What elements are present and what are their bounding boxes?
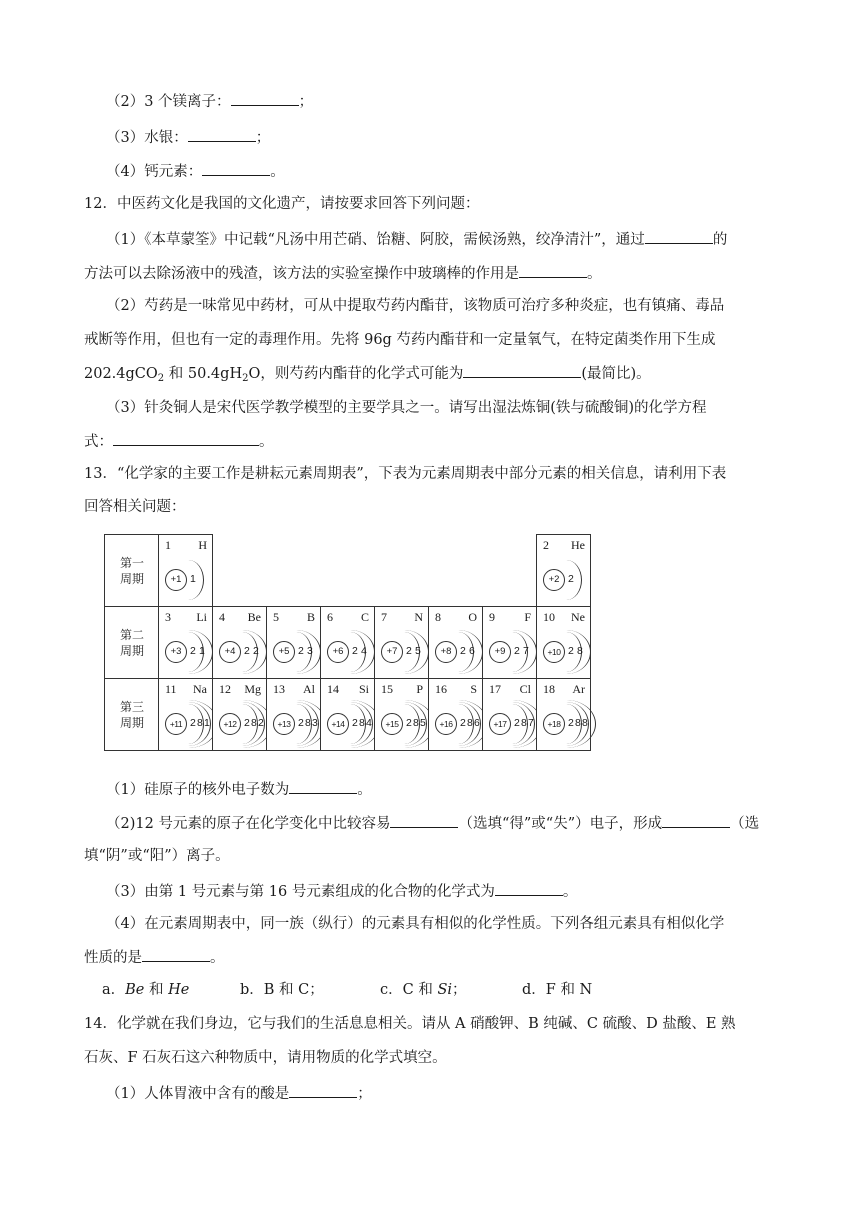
q12-part3-line2: 式： 。 — [84, 430, 274, 452]
electron-count: 8 — [521, 717, 527, 729]
option-a[interactable]: a．Be 和 He — [102, 982, 190, 998]
electron-count: 2 — [460, 645, 466, 657]
q12-part2-line2: 戒断等作用，但也有一定的毒理作用。先将 96g 芍药内酯苷和一定量氧气，在特定菌类作用下生成 — [84, 332, 716, 348]
electron-count: 8 — [305, 717, 311, 729]
period-label: 第一 周期 — [119, 556, 144, 586]
nucleus-charge: +5 — [273, 641, 295, 663]
nucleus-charge: +9 — [489, 641, 511, 663]
electron-count: 3 — [312, 717, 318, 729]
element-symbol: He — [571, 538, 585, 552]
element-symbol: Mg — [244, 682, 261, 696]
nucleus-charge: +8 — [435, 641, 457, 663]
nucleus-charge: +18 — [543, 713, 565, 735]
nucleus-charge: +13 — [273, 713, 295, 735]
option-d[interactable]: d．F 和 N — [522, 982, 593, 998]
element-cell-be — [212, 606, 267, 679]
element-symbol: Cl — [519, 682, 531, 696]
answer-blank[interactable] — [390, 812, 458, 828]
element-cell-o — [428, 606, 483, 679]
nucleus-charge: +1 — [165, 569, 187, 591]
element-symbol: H — [198, 538, 207, 552]
electron-count: 2 — [244, 645, 250, 657]
q14-stem-line1: 14．化学就在我们身边，它与我们的生活息息相关。请从 A 硝酸钾、B 纯碱、C 硫酸、D 盐酸、E 熟 — [84, 1016, 736, 1032]
answer-blank[interactable] — [188, 126, 256, 142]
electron-count: 8 — [251, 717, 257, 729]
answer-blank[interactable] — [202, 160, 270, 176]
nucleus-charge: +11 — [165, 713, 187, 735]
electron-count: 5 — [415, 645, 421, 657]
element-cell-c — [320, 606, 375, 679]
q13-stem-line2: 回答相关问题： — [84, 499, 186, 515]
electron-shell-arc — [164, 630, 213, 674]
electron-count: 1 — [204, 717, 210, 729]
nucleus-charge: +16 — [435, 713, 457, 735]
element-cell-na — [158, 678, 213, 751]
q12-stem: 12．中医药文化是我国的文化遗产，请按要求回答下列问题： — [84, 196, 480, 212]
element-cell-p — [374, 678, 429, 751]
electron-shell-arc — [542, 630, 591, 674]
electron-count: 2 — [406, 645, 412, 657]
atomic-number: 15 — [381, 682, 393, 696]
element-symbol: Ne — [571, 610, 585, 624]
electron-count: 4 — [361, 645, 367, 657]
q13-options — [102, 980, 592, 1000]
answer-blank[interactable] — [519, 262, 587, 278]
element-cell-ar — [536, 678, 591, 751]
period-label-cell — [104, 534, 159, 607]
electron-count: 2 — [190, 717, 196, 729]
period-label-cell — [104, 678, 159, 751]
q13-stem-line1: 13．“化学家的主要工作是耕耘元素周期表”，下表为元素周期表中部分元素的相关信息，请利用下表 — [84, 466, 727, 482]
electron-shell-arc — [380, 630, 429, 674]
element-symbol: P — [416, 682, 423, 696]
q13-part2-line1: （2)12 号元素的原子在化学变化中比较容易 （选填“得”或“失”）电子，形成 （选 — [106, 812, 759, 834]
atomic-number: 3 — [165, 610, 171, 624]
element-cell-s — [428, 678, 483, 751]
electron-count: 7 — [528, 717, 534, 729]
q12-part1-line1: （1）《本草蒙筌》中记载“凡汤中用芒硝、饴糖、阿胶，需候汤熟，绞净清汁”，通过 的 — [106, 228, 727, 250]
q13-part2-line2: 填“阴”或“阳”）离子。 — [84, 848, 230, 864]
electron-count: 8 — [467, 717, 473, 729]
element-symbol: F — [524, 610, 531, 624]
atomic-number: 8 — [435, 610, 441, 624]
electron-count: 1 — [199, 645, 205, 657]
atomic-number: 9 — [489, 610, 495, 624]
q14-stem-line2: 石灰、F 石灰石这六种物质中，请用物质的化学式填空。 — [84, 1050, 447, 1066]
element-cell-si — [320, 678, 375, 751]
nucleus-charge: +12 — [219, 713, 241, 735]
electron-shell-arc — [272, 630, 321, 674]
period-label-cell — [104, 606, 159, 679]
q11-item-4: （4）钙元素： 。 — [106, 160, 285, 182]
electron-count: 8 — [359, 717, 365, 729]
q12-part2-line3: 202.4gCO$_2$ 和 $50.4gH_2O$，则芍药内酯苷的化学式可能为 (最简比)。 — [84, 362, 651, 384]
element-symbol: Al — [303, 682, 315, 696]
element-cell-f — [482, 606, 537, 679]
atomic-number: 2 — [543, 538, 549, 552]
nucleus-charge: +14 — [327, 713, 349, 735]
electron-count: 2 — [190, 645, 196, 657]
atomic-number: 12 — [219, 682, 231, 696]
electron-shell-arc — [218, 630, 267, 674]
electron-count: 2 — [258, 717, 264, 729]
element-symbol: N — [414, 610, 423, 624]
electron-count: 7 — [523, 645, 529, 657]
electron-count: 6 — [469, 645, 475, 657]
atomic-number: 11 — [165, 682, 177, 696]
nucleus-charge: +17 — [489, 713, 511, 735]
nucleus-charge: +6 — [327, 641, 349, 663]
element-cell-n — [374, 606, 429, 679]
element-cell-ne — [536, 606, 591, 679]
electron-shell-arc — [488, 630, 537, 674]
element-symbol: Na — [193, 682, 207, 696]
nucleus-charge: +4 — [219, 641, 241, 663]
answer-blank[interactable] — [662, 812, 730, 828]
atomic-number: 1 — [165, 538, 171, 552]
electron-count: 6 — [474, 717, 480, 729]
element-cell-mg — [212, 678, 267, 751]
atomic-number: 10 — [543, 610, 555, 624]
option-c[interactable]: c．C 和 Si； — [380, 982, 467, 998]
electron-count: 1 — [190, 573, 196, 585]
element-symbol: C — [360, 610, 369, 624]
electron-count: 2 — [514, 717, 520, 729]
q13-part4-line1: （4）在元素周期表中，同一族（纵行）的元素具有相似的化学性质。下列各组元素具有相似化学 — [106, 916, 725, 932]
answer-blank[interactable] — [113, 430, 259, 446]
nucleus-charge: +10 — [543, 641, 565, 663]
atomic-number: 18 — [543, 682, 555, 696]
electron-count: 2 — [298, 645, 304, 657]
electron-count: 2 — [406, 717, 412, 729]
element-symbol: Ar — [572, 682, 585, 696]
q13-part3: （3）由第 1 号元素与第 16 号元素组成的化合物的化学式为 。 — [106, 880, 577, 902]
element-cell-he — [536, 534, 591, 607]
atomic-number: 7 — [381, 610, 387, 624]
atomic-number: 6 — [327, 610, 333, 624]
element-cell-al — [266, 678, 321, 751]
electron-count: 2 — [244, 717, 250, 729]
electron-count: 8 — [197, 717, 203, 729]
electron-count: 8 — [577, 645, 583, 657]
electron-count: 3 — [307, 645, 313, 657]
period-label: 第二 周期 — [119, 628, 144, 658]
q13-part1: （1）硅原子的核外电子数为 。 — [106, 778, 372, 800]
period-label: 第三 周期 — [119, 700, 144, 730]
q11-item-3: （3）水银： ； — [106, 126, 270, 148]
element-symbol: Li — [196, 610, 207, 624]
answer-blank[interactable] — [289, 1082, 357, 1098]
electron-count: 8 — [413, 717, 419, 729]
answer-blank[interactable] — [142, 946, 210, 962]
electron-count: 8 — [582, 717, 588, 729]
q12-part1-line2: 方法可以去除汤液中的残渣，该方法的实验室操作中玻璃棒的作用是 。 — [84, 262, 602, 284]
element-symbol: B — [306, 610, 315, 624]
nucleus-charge: +3 — [165, 641, 187, 663]
element-symbol: Be — [247, 610, 261, 624]
electron-shell-arc — [551, 560, 582, 600]
electron-shell-arc — [434, 630, 483, 674]
element-symbol: O — [468, 610, 477, 624]
atomic-number: 4 — [219, 610, 225, 624]
atomic-number: 13 — [273, 682, 285, 696]
electron-count: 5 — [420, 717, 426, 729]
q11-item-2: （2）3 个镁离子： ； — [106, 90, 313, 112]
answer-blank[interactable] — [645, 228, 713, 244]
element-cell-li — [158, 606, 213, 679]
electron-count: 2 — [460, 717, 466, 729]
nucleus-charge: +2 — [543, 569, 565, 591]
nucleus-charge: +15 — [381, 713, 403, 735]
answer-blank[interactable] — [289, 778, 357, 794]
electron-count: 2 — [253, 645, 259, 657]
element-cell-b — [266, 606, 321, 679]
electron-count: 2 — [568, 717, 574, 729]
electron-count: 4 — [366, 717, 372, 729]
electron-count: 8 — [575, 717, 581, 729]
element-cell-h — [158, 534, 213, 607]
electron-count: 2 — [568, 573, 574, 585]
q13-part4-line2: 性质的是 。 — [84, 946, 225, 968]
option-b[interactable]: b．B 和 C； — [240, 982, 324, 998]
answer-blank[interactable] — [231, 90, 299, 106]
electron-shell-arc — [173, 560, 204, 600]
q12-part3-line1: （3）针灸铜人是宋代医学教学模型的主要学具之一。请写出湿法炼铜(铁与硫酸铜)的化学方程 — [106, 400, 707, 416]
atomic-number: 5 — [273, 610, 279, 624]
electron-count: 2 — [352, 645, 358, 657]
element-symbol: S — [470, 682, 477, 696]
element-symbol: Si — [358, 682, 369, 696]
electron-count: 2 — [352, 717, 358, 729]
element-cell-cl — [482, 678, 537, 751]
q14-part1: （1）人体胃液中含有的酸是 ； — [106, 1082, 372, 1104]
nucleus-charge: +7 — [381, 641, 403, 663]
periodic-table — [104, 534, 592, 754]
electron-count: 2 — [514, 645, 520, 657]
atomic-number: 16 — [435, 682, 447, 696]
atomic-number: 17 — [489, 682, 501, 696]
electron-count: 2 — [298, 717, 304, 729]
atomic-number: 14 — [327, 682, 339, 696]
q12-part2-line1: （2）芍药是一味常见中药材，可从中提取芍药内酯苷，该物质可治疗多种炎症，也有镇痛、毒品 — [106, 298, 725, 314]
electron-count: 2 — [568, 645, 574, 657]
electron-shell-arc — [326, 630, 375, 674]
answer-blank[interactable] — [495, 880, 563, 896]
answer-blank[interactable] — [463, 362, 581, 378]
